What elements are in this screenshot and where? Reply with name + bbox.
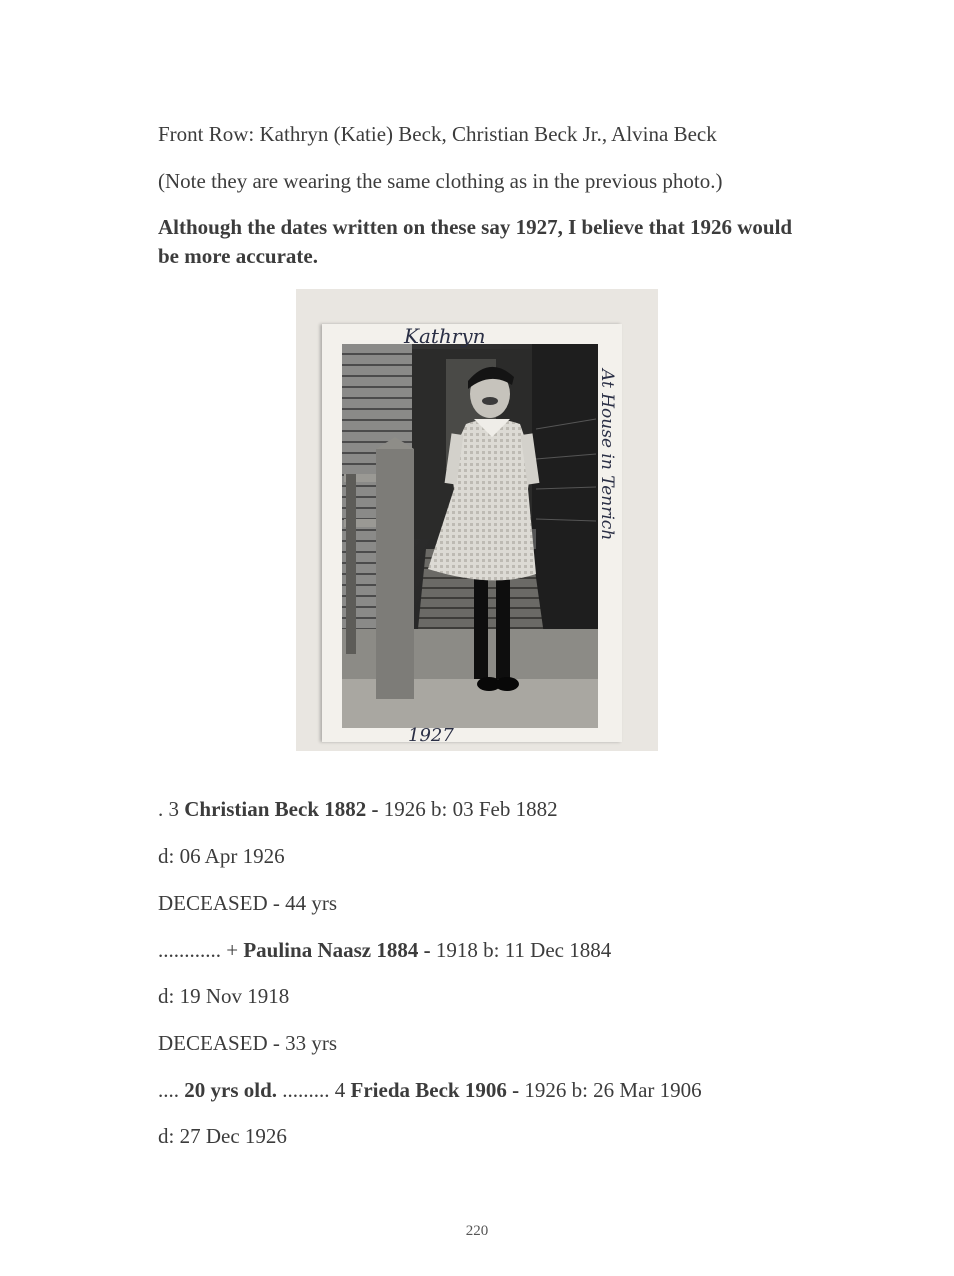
front-row-caption: Front Row: Kathryn (Katie) Beck, Christian Beck Jr., Alvina Beck <box>158 122 717 146</box>
handwriting-location: At House in Tenrich <box>597 369 617 541</box>
entry-frieda-age: 20 yrs old. <box>184 1078 278 1102</box>
handwriting-year: 1927 <box>408 725 454 746</box>
clothing-note: (Note they are wearing the same clothing as in the previous photo.) <box>158 169 723 193</box>
handwriting-name: Kathryn <box>404 324 486 348</box>
entry-christian-status: DECEASED - 44 yrs <box>158 891 338 915</box>
entry-paulina-status: DECEASED - 33 yrs <box>158 1031 338 1055</box>
entry-christian-name: Christian Beck 1882 - <box>184 797 384 821</box>
dates-note: Although the dates written on these say 1927, I believe that 1926 would be more accurate. <box>158 215 793 268</box>
entry-paulina-death: d: 19 Nov 1918 <box>158 984 290 1008</box>
entry-frieda: .... 20 yrs old. ......... 4 Frieda Beck 1906 - 1926 b: 26 Mar 1906 <box>158 1078 702 1102</box>
photo-image <box>296 289 658 751</box>
photo-kathryn <box>296 289 658 751</box>
entry-frieda-name: Frieda Beck 1906 - <box>350 1078 525 1102</box>
entry-paulina-name: Paulina Naasz 1884 - <box>243 938 436 962</box>
entry-paulina: ............ + Paulina Naasz 1884 - 1918 b: 11 Dec 1884 <box>158 938 612 962</box>
page-number: 220 <box>465 1223 489 1239</box>
entry-christian: . 3 Christian Beck 1882 - 1926 b: 03 Feb 1882 <box>158 797 558 821</box>
entry-frieda-death: d: 27 Dec 1926 <box>158 1124 287 1148</box>
entry-christian-death: d: 06 Apr 1926 <box>158 844 285 868</box>
